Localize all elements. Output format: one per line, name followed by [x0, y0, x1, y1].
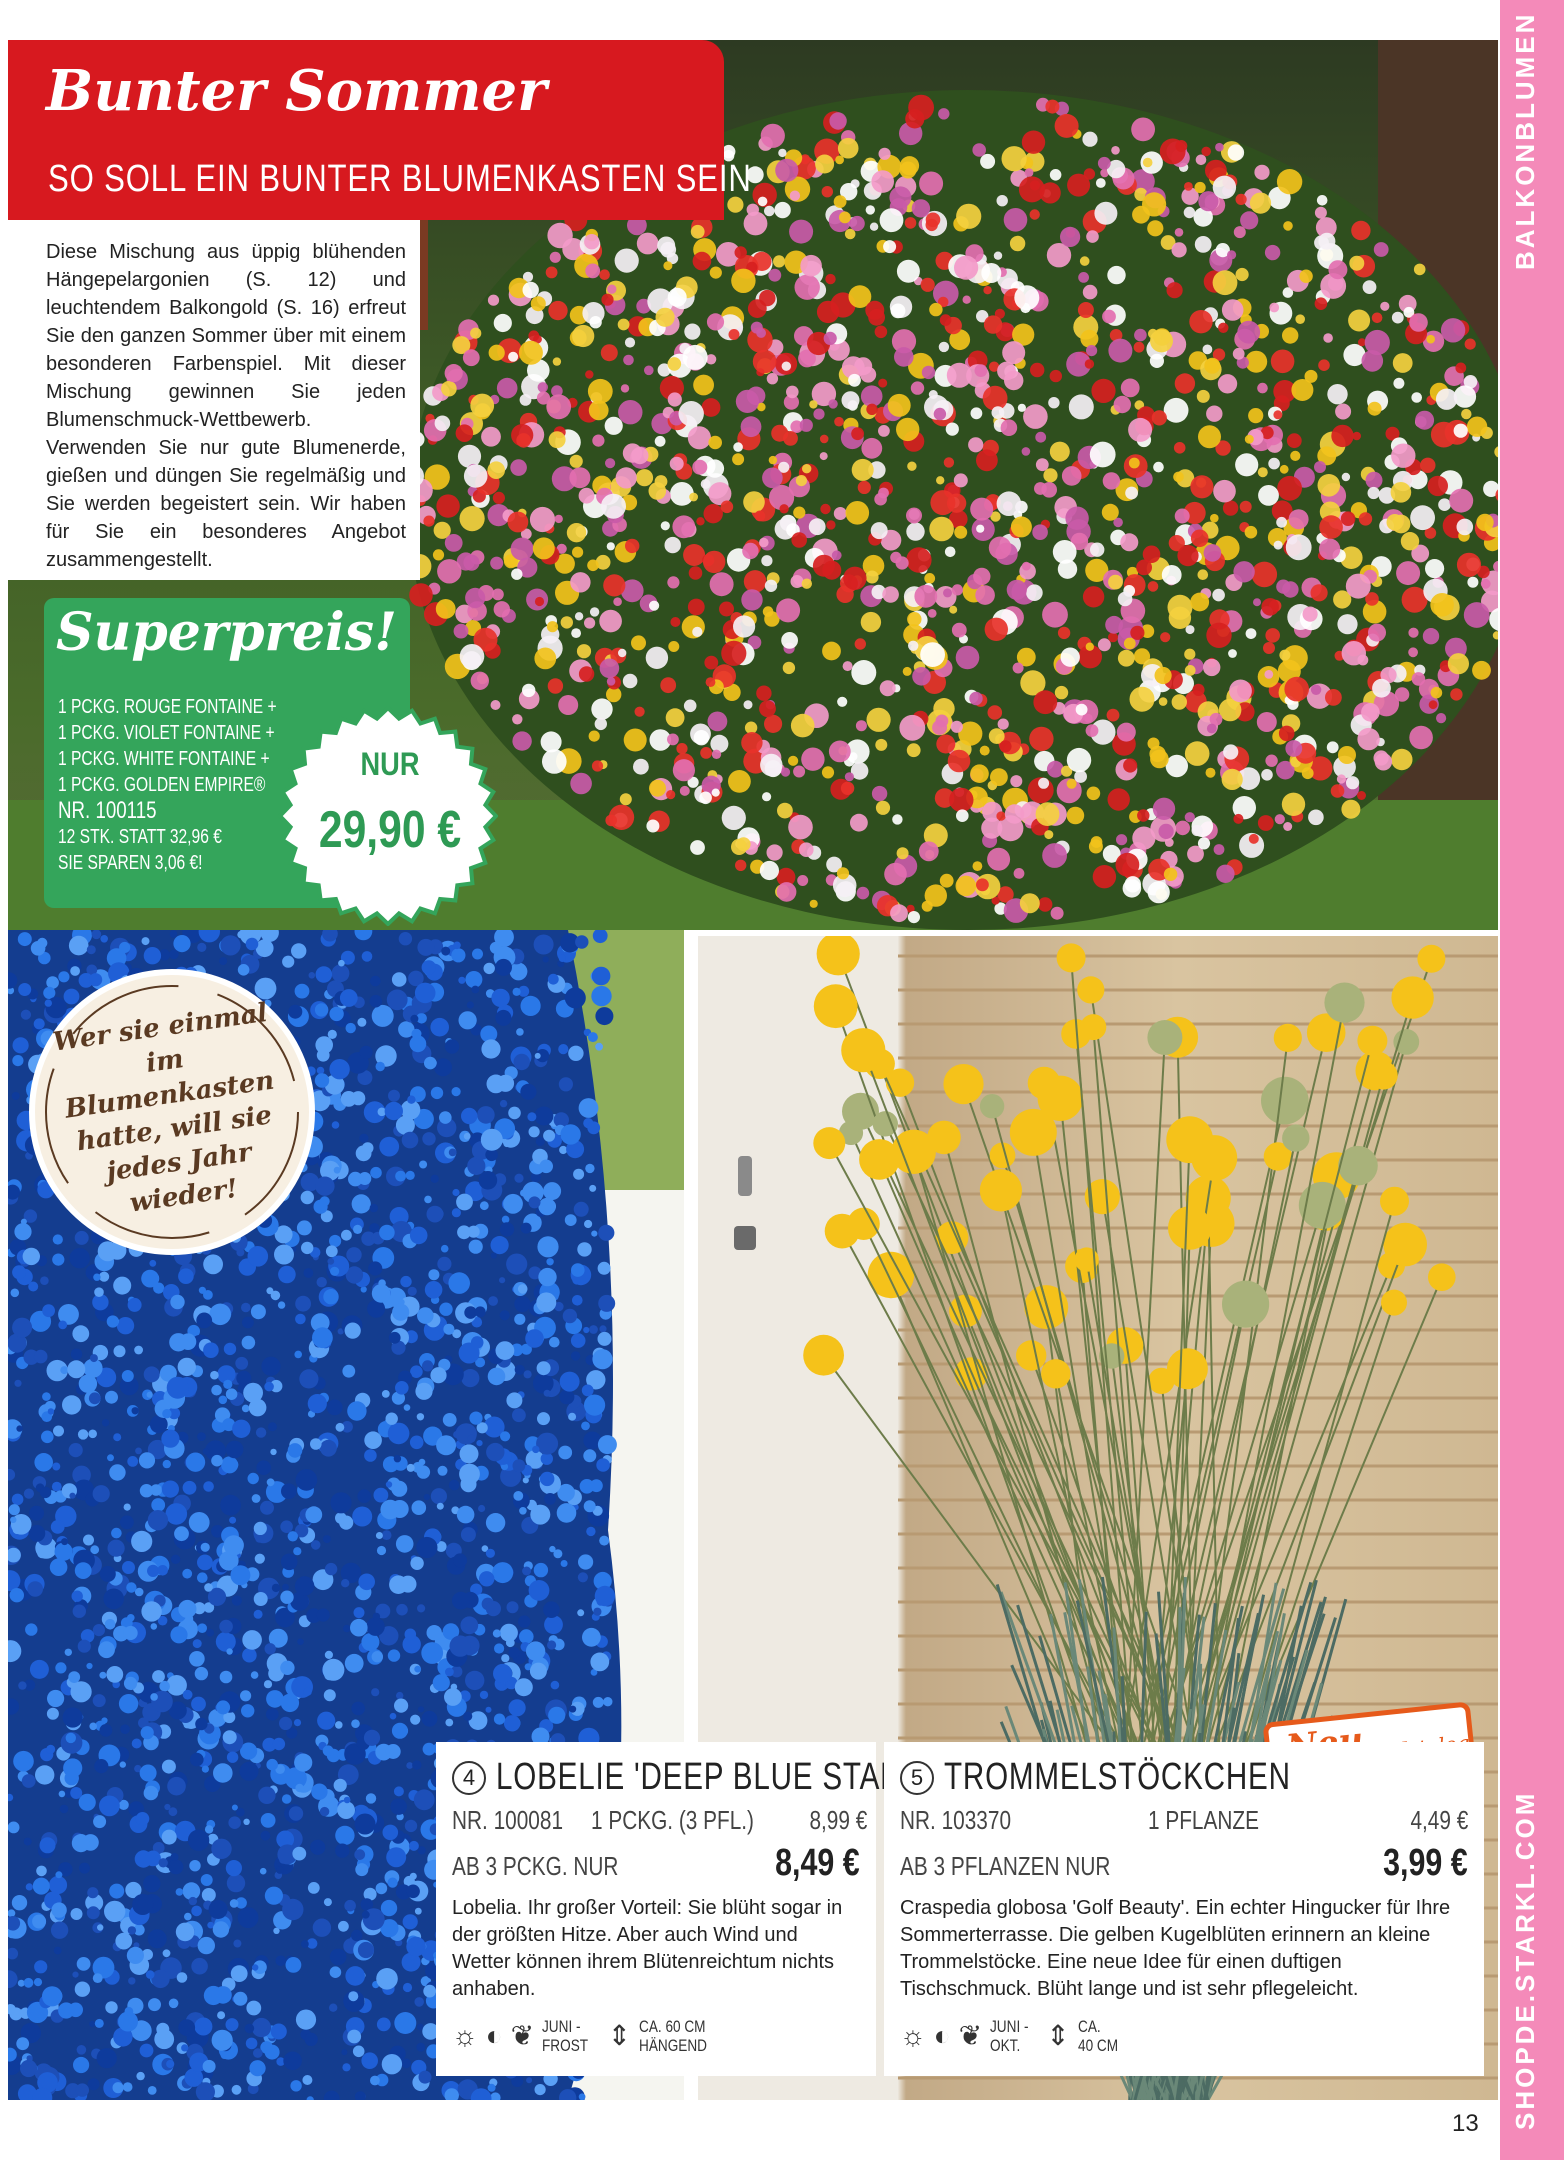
bloom-end: OKT.	[990, 2036, 1021, 2055]
offer-item: 1 PCKG. WHITE FONTAINE +	[58, 748, 270, 770]
website-label: SHOPDE.STARKL.COM	[1510, 1790, 1540, 2130]
page-title: Bunter Sommer	[46, 58, 547, 124]
product-name: TROMMELSTÖCKCHEN	[944, 1756, 1291, 1798]
offer-item: 1 PCKG. ROUGE FONTAINE +	[58, 696, 277, 718]
product-unit: 1 PCKG. (3 PFL.)	[590, 1805, 754, 1835]
bulk-label: AB 3 PFLANZEN NUR	[900, 1851, 1111, 1881]
product-article: NR. 100081	[452, 1805, 564, 1835]
callout-text: Wer sie einmal im Blumenkasten hatte, will sie jedes Jahr wieder!	[51, 997, 277, 1219]
product-price: 8,99 €	[808, 1805, 867, 1835]
offer-saving: SIE SPAREN 3,06 €!	[58, 852, 203, 874]
half-sun-icon: ◐	[485, 2020, 503, 2051]
product-card-lobelia	[436, 1742, 909, 2076]
offer-title: Superpreis!	[56, 602, 397, 663]
bulk-price: 8,49 €	[775, 1842, 860, 1884]
offer-article: NR. 100115	[58, 797, 157, 824]
product-unit: 1 PFLANZE	[1147, 1805, 1259, 1835]
bulk-price: 3,99 €	[1383, 1842, 1468, 1884]
offer-item: 1 PCKG. GOLDEN EMPIRE®	[58, 774, 266, 796]
product-number: 5	[900, 1761, 934, 1795]
sun-icon: ☼	[900, 2020, 926, 2051]
size-line-1: CA.	[1077, 2017, 1101, 2036]
product-number: 4	[452, 1761, 486, 1795]
bloom-end: FROST	[542, 2036, 589, 2055]
height-icon: ⇕	[607, 2020, 632, 2051]
intro-box	[8, 220, 420, 580]
size-line-2: HÄNGEND	[639, 2036, 708, 2055]
plant-size	[639, 2017, 707, 2055]
product-name: LOBELIE 'DEEP BLUE STAR'	[496, 1756, 909, 1798]
bloom-period	[542, 2017, 588, 2055]
half-sun-icon: ◐	[933, 2020, 951, 2051]
offer-quantity: 12 STK. STATT 32,96 €	[58, 826, 222, 848]
page-number: 13	[1452, 2110, 1479, 2137]
intro-text: Diese Mischung aus üppig blühenden Hängepelargonien (S. 12) und leuchtendem Balkongold (S. 16) erfreut Sie den ganzen Sommer über mit einem besonderen Farbenspiel. Mit dieser Mischung gewinnen Sie jeden Blumenschmuck-Wettbewerb. Verwenden Sie nur gute Blumenerde, gießen und düngen Sie regelmäßig und Sie werden begeistert sein. Wir haben für Sie ein besonderes Angebot zusammengestellt.	[46, 241, 406, 571]
bloom-start: JUNI -	[990, 2017, 1029, 2036]
badge-price: 29,90 €	[318, 801, 462, 859]
badge-label: NUR	[360, 746, 420, 782]
plant-size	[1078, 2017, 1118, 2055]
size-line-1: CA. 60 CM	[639, 2017, 706, 2036]
section-label: BALKONBLUMEN	[1510, 11, 1540, 270]
size-line-2: 40 CM	[1077, 2036, 1118, 2055]
leaf-icon: ❦	[958, 2020, 983, 2051]
product-description: Craspedia globosa 'Golf Beauty'. Ein echter Hingucker für Ihre Sommerterrasse. Die gelben Kugelblüten erinnern an kleine Trommelstöcke. Eine neue Idee für einen duftigen Tischschmuck. Blüht lange und ist sehr pflegeleicht.	[900, 1897, 1451, 2000]
offer-item: 1 PCKG. VIOLET FONTAINE +	[58, 722, 275, 744]
product-card-craspedia	[884, 1742, 1484, 2076]
page-subtitle: SO SOLL EIN BUNTER BLUMENKASTEN SEIN	[48, 158, 752, 200]
sun-icon: ☼	[452, 2020, 478, 2051]
product-price: 4,49 €	[1410, 1805, 1468, 1835]
bulk-label: AB 3 PCKG. NUR	[452, 1851, 619, 1881]
bloom-start: JUNI -	[542, 2017, 581, 2036]
bloom-period	[990, 2017, 1029, 2055]
height-icon: ⇕	[1046, 2020, 1070, 2051]
leaf-icon: ❦	[510, 2020, 535, 2051]
product-article: NR. 103370	[900, 1805, 1012, 1835]
product-description: Lobelia. Ihr großer Vorteil: Sie blüht sogar in der größten Hitze. Aber auch Wind und Wetter können ihrem Blütenreichtum nichts anhaben.	[452, 1897, 843, 2000]
